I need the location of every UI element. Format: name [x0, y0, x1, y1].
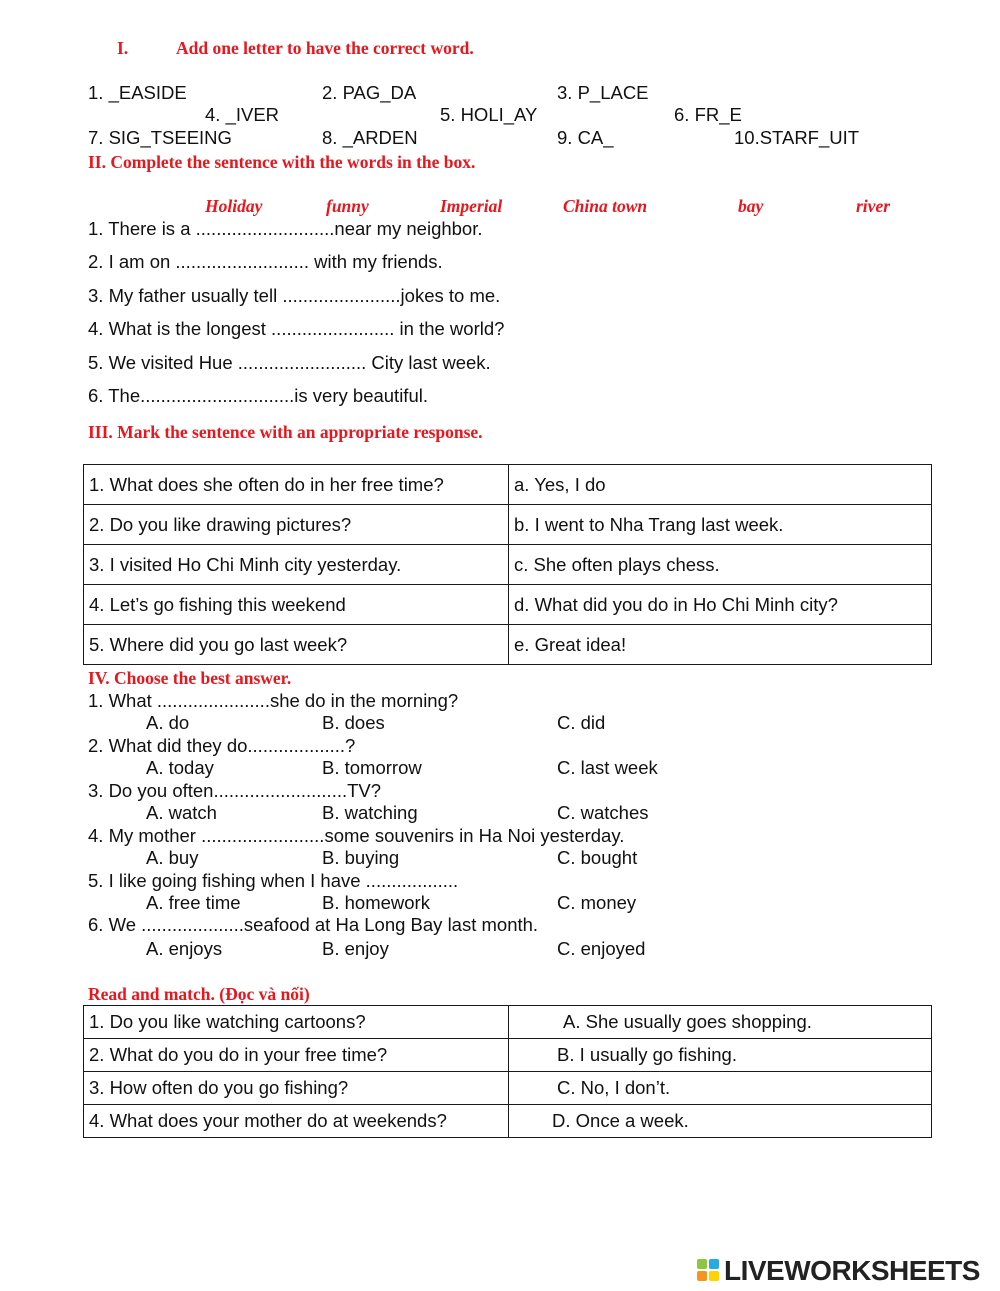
- fill-sentence-3: 3. My father usually tell .......................jokes to me.: [88, 285, 501, 306]
- answer-cell: C. No, I don’t.: [509, 1072, 932, 1105]
- liveworksheets-logo[interactable]: [697, 1256, 980, 1286]
- mc-option-b[interactable]: B. tomorrow: [322, 757, 422, 778]
- question-cell: 2. What do you do in your free time?: [84, 1039, 509, 1072]
- table-row: [84, 545, 932, 585]
- answer-cell: A. She usually goes shopping.: [509, 1006, 932, 1039]
- table-row: [84, 1006, 932, 1039]
- mc-option-a[interactable]: A. do: [146, 712, 190, 733]
- mc-option-c[interactable]: C. enjoyed: [557, 938, 646, 959]
- word-item-1: 1. _EASIDE: [88, 82, 187, 103]
- word-item-3: 3. P_LACE: [557, 82, 649, 103]
- mc-option-c[interactable]: C. watches: [557, 802, 649, 823]
- mc-option-b[interactable]: B. watching: [322, 802, 418, 823]
- mc-option-a[interactable]: A. enjoys: [146, 938, 223, 959]
- section2-title: II. Complete the sentence with the words in the box.: [88, 152, 476, 172]
- answer-cell: D. Once a week.: [509, 1105, 932, 1138]
- mc-question-4: 4. My mother ........................some souvenirs in Ha Noi yesterday.: [88, 825, 625, 846]
- question-cell: 4. What does your mother do at weekends?: [84, 1105, 509, 1138]
- liveworksheets-logo-icon: [697, 1259, 721, 1283]
- mc-option-c[interactable]: C. bought: [557, 847, 638, 868]
- fill-sentence-2: 2. I am on .......................... with my friends.: [88, 251, 443, 272]
- mc-option-a[interactable]: A. watch: [146, 802, 217, 823]
- mc-option-a[interactable]: A. today: [146, 757, 214, 778]
- section1-title: Add one letter to have the correct word.: [176, 38, 474, 58]
- response-match-table: [83, 464, 932, 665]
- mc-option-b[interactable]: B. homework: [322, 892, 430, 913]
- table-row: [84, 465, 932, 505]
- read-match-table: [83, 1005, 932, 1138]
- table-row: [84, 505, 932, 545]
- question-cell: 3. How often do you go fishing?: [84, 1072, 509, 1105]
- answer-cell: d. What did you do in Ho Chi Minh city?: [509, 585, 932, 625]
- answer-cell: c. She often plays chess.: [509, 545, 932, 585]
- section4-title: IV. Choose the best answer.: [88, 668, 292, 688]
- answer-cell: b. I went to Nha Trang last week.: [509, 505, 932, 545]
- question-cell: 1. What does she often do in her free time?: [84, 465, 509, 505]
- table-row: [84, 625, 932, 665]
- word-box-imperial: Imperial: [440, 196, 503, 216]
- mc-option-a[interactable]: A. free time: [146, 892, 241, 913]
- question-cell: 5. Where did you go last week?: [84, 625, 509, 665]
- section3-title: III. Mark the sentence with an appropriate response.: [88, 422, 483, 442]
- word-box-china-town: China town: [563, 196, 648, 216]
- section5-title: Read and match. (Đọc và nối): [88, 984, 310, 1004]
- word-item-4: 4. _IVER: [205, 104, 280, 125]
- word-item-9: 9. CA_: [557, 127, 614, 148]
- mc-option-b[interactable]: B. enjoy: [322, 938, 389, 959]
- mc-option-a[interactable]: A. buy: [146, 847, 199, 868]
- table-row: [84, 585, 932, 625]
- word-item-7: 7. SIG_TSEEING: [88, 127, 232, 148]
- mc-option-c[interactable]: C. last week: [557, 757, 658, 778]
- mc-question-1: 1. What ......................she do in the morning?: [88, 690, 459, 711]
- mc-option-c[interactable]: C. did: [557, 712, 606, 733]
- word-box-river: river: [856, 196, 891, 216]
- section1-numeral: I.: [117, 38, 129, 58]
- table-row: [84, 1072, 932, 1105]
- mc-option-c[interactable]: C. money: [557, 892, 637, 913]
- question-cell: 1. Do you like watching cartoons?: [84, 1006, 509, 1039]
- word-box-funny: funny: [326, 196, 369, 216]
- word-item-6: 6. FR_E: [674, 104, 742, 125]
- word-item-5: 5. HOLI_AY: [440, 104, 538, 125]
- word-box-bay: bay: [738, 196, 764, 216]
- table-row: [84, 1039, 932, 1072]
- answer-cell: B. I usually go fishing.: [509, 1039, 932, 1072]
- answer-cell: a. Yes, I do: [509, 465, 932, 505]
- mc-question-2: 2. What did they do...................?: [88, 735, 356, 756]
- fill-sentence-4: 4. What is the longest ........................ in the world?: [88, 318, 505, 339]
- answer-cell: e. Great idea!: [509, 625, 932, 665]
- word-item-8: 8. _ARDEN: [322, 127, 418, 148]
- table-row: [84, 1105, 932, 1138]
- mc-question-5: 5. I like going fishing when I have ..................: [88, 870, 459, 891]
- mc-question-3: 3. Do you often..........................TV?: [88, 780, 382, 801]
- question-cell: 3. I visited Ho Chi Minh city yesterday.: [84, 545, 509, 585]
- word-item-2: 2. PAG_DA: [322, 82, 417, 103]
- question-cell: 4. Let’s go fishing this weekend: [84, 585, 509, 625]
- mc-question-6: 6. We ....................seafood at Ha Long Bay last month.: [88, 914, 539, 935]
- word-item-10: 10.STARF_UIT: [734, 127, 860, 148]
- question-cell: 2. Do you like drawing pictures?: [84, 505, 509, 545]
- fill-sentence-6: 6. The..............................is very beautiful.: [88, 385, 428, 406]
- word-box-holiday: Holiday: [205, 196, 263, 216]
- mc-option-b[interactable]: B. buying: [322, 847, 400, 868]
- fill-sentence-1: 1. There is a ...........................near my neighbor.: [88, 218, 483, 239]
- mc-option-b[interactable]: B. does: [322, 712, 385, 733]
- fill-sentence-5: 5. We visited Hue ......................... City last week.: [88, 352, 491, 373]
- logo-text: LIVEWORKSHEETS: [724, 1255, 980, 1286]
